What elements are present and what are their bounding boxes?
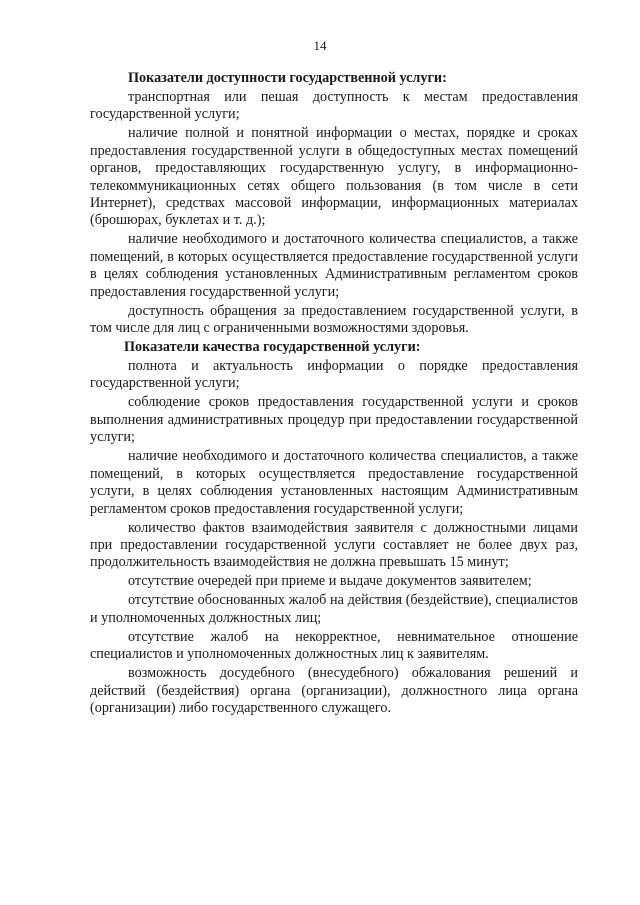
list-item: наличие необходимого и достаточного количества специалистов, а также помещений, в которых осуществляется предоставление государственной услуги в целях соблюдения установленных Административным регламентом сроков предоставления государственной услуги; — [90, 231, 578, 300]
document-body — [90, 70, 578, 719]
list-item: полнота и актуальность информации о порядке предоставления государственной услуги; — [90, 358, 578, 392]
page-number: 14 — [313, 38, 327, 53]
list-item: транспортная или пешая доступность к местам предоставления государственной услуги; — [90, 89, 578, 123]
list-item: отсутствие очередей при приеме и выдаче документов заявителем; — [128, 573, 532, 590]
list-item: отсутствие обоснованных жалоб на действия (бездействие), специалистов и уполномоченных должностных лиц; — [90, 592, 578, 626]
list-item: наличие необходимого и достаточного количества специалистов, а также помещений, в которых осуществляется предоставление государственной услуги, в целях соблюдения установленных настоящим Административным регламентом сроков предоставления государственной услуги; — [90, 448, 578, 517]
list-item: наличие полной и понятной информации о местах, порядке и сроках предоставления государственной услуги в общедоступных местах помещений органов, предоставляющих государственную услугу, в информационно-телекоммуникационных сетях общего пользования (в том числе в сети Интернет), средствах массовой информации, информационных материалах (брошюрах, буклетах и т. д.); — [90, 125, 578, 229]
section-heading-accessibility: Показатели доступности государственной услуги: — [128, 70, 447, 86]
list-item: отсутствие жалоб на некорректное, невнимательное отношение специалистов и уполномоченных должностных лиц к заявителям. — [90, 628, 578, 663]
list-item: количество фактов взаимодействия заявителя с должностными лицами при предоставлении государственной услуги составляет не более двух раз, продолжительность взаимодействия не должна превышать 15 минут; — [90, 519, 578, 571]
list-item: соблюдение сроков предоставления государственной услуги и сроков выполнения административных процедур при предоставлении государственной услуги; — [90, 394, 578, 446]
list-item: доступность обращения за предоставлением государственной услуги, в том числе для лиц с ограниченными возможностями здоровья. — [90, 302, 578, 337]
section-heading-quality: Показатели качества государственной услуги: — [124, 339, 421, 356]
list-item: возможность досудебного (внесудебного) обжалования решений и действий (бездействия) органа (организации), должностного лица органа (организации) либо государственного служащего. — [90, 665, 578, 716]
